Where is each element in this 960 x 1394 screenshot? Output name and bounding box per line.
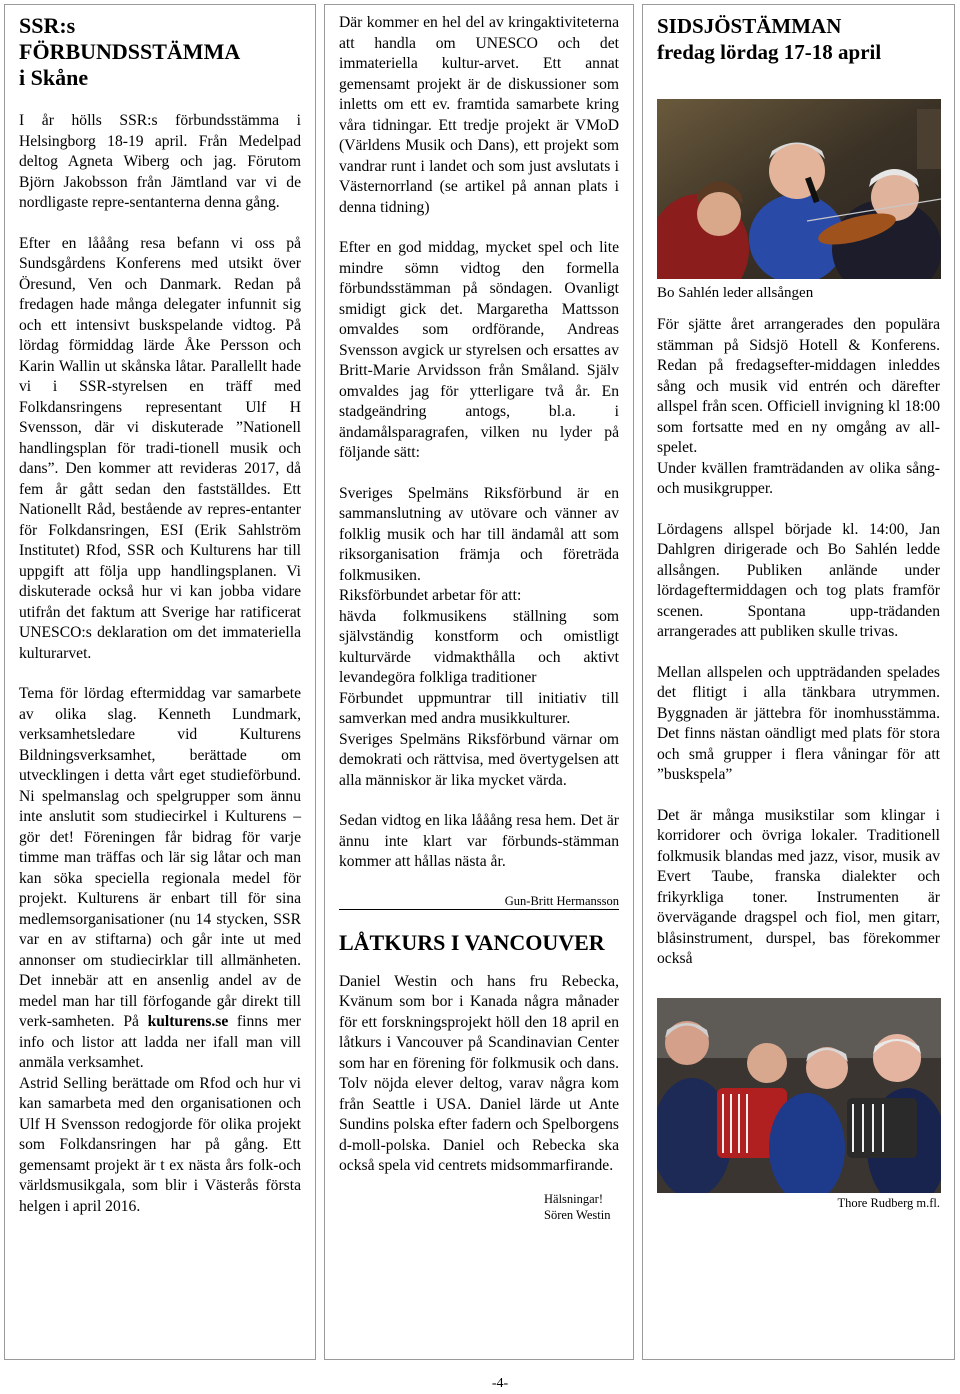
page-number: -4- [491,1376,509,1391]
paragraph: Efter en god middag, mycket spel och lite mindre sömn vidtog den formella förbundsstämman på söndagen. Ovanligt smidigt gick det. Margaretha Mattsson omvaldes som ordförande, Andreas Svensson avgick ur styrelsen och ersattes av Britt-Marie Arvidsson från Småland. Själv omvaldes jag för ytterligare två år. En stadgeändring antogs, bl.a. i ändamålsparagrafen, vilken nu lyder på följande sätt: [339,239,619,461]
greeting: Hälsningar! [544,1191,604,1206]
paragraph: Riksförbundet arbetar för att: [339,587,522,604]
author-signature: Gun-Britt Hermansson [504,893,619,908]
paragraph: Efter en lååång resa befann vi oss på Sundsgårdens Konferens med utsikt över Öresund, Ven och Danmark. Redan på fredagen hade många delegater infunnit sig och ett intensivt buskspelande vidtog. På lördag förmiddag lärde Åke Persson och Karin Wallin ut skånska låtar. Parallellt hade vi i SSR-styrelsen en träff med Folkdansringens representant Ulf H Svensson, där vi diskuterade ”Nationell handlingsplan för tradi-tionell musik och dans”. Den kommer att revideras 2017, då fem år gått sedan den fastställdes. Ett Nationellt Råd, bestående av repres-entanter för Folkdansringen, ESI (Erik Sahlström Institutet) Rfod, SSR och Kulturens har till uppgift att följa upp handlingsplanen. Vi diskuterade också hur vi kan jobba vidare utifrån det faktum att Sverige har ratificerat UNESCO:s deklaration om det immateriella kulturarvet. [19,234,301,662]
article-title [19,13,301,91]
title-line-1: SIDSJÖSTÄMMAN [657,14,842,38]
photo-credit: Thore Rudberg m.fl. [837,1195,940,1210]
paragraph: Där kommer en hel del av kringaktiviteterna att handla om UNESCO och det immateriella kultur-arvet. Ett annat gemensamt projekt är de diskussioner som inletts om ett ev. framtida samarbete kring våra tidningar. Ett tredje projekt är VMoD (Världens Musik och Dans), ett projekt som vandrar runt i landet och som just avslutats i Västernorrland (se artikel på annan plats i denna tidning) [339,14,619,216]
greeting-name: Sören Westin [544,1207,611,1222]
paragraph: För sjätte året arrangerades den populära stämman på Sidsjö Hotell & Konferens. Redan på fredagsefter-middagen inleddes sång och musik vid entrén och därefter allspel från scen. Officiell invigning kl 18:00 som fortsatte med en ny omgång av all-spelet. [657,316,940,456]
title-line-1: SSR:s FÖRBUNDSSTÄMMA [19,13,241,64]
photo-caption: Bo Sahlén leder allsången [657,285,814,301]
paragraph: Astrid Selling berättade om Rfod och hur vi kan samarbeta med den organisationen och Ulf H Svensson redogjorde för olika projekt som Folkdansringen har på gång. Ett gemensamt projekt är t ex nästa års folk-och världsmusikgala, som blir i Västerås första helgen i april 2016. [19,1074,301,1215]
title-line-2: i Skåne [19,65,89,90]
photo-image [657,99,941,279]
paragraph: Daniel Westin och hans fru Rebecka, Kvänum som bor i Kanada några månader för ett forskningsprojekt höll den 18 april en låtkurs i Vancouver på Scandinavian Center som har en förening för folkmusik och dans. Tolv nöjda elever deltog, varav några kom från Seattle i USA. Daniel lärde ut Ante Sundins polska efter fadern och Spelborgens d-moll-polska. Daniel och Rebecka ska också spela vid centrets midsommarfirande. [339,972,619,1174]
paragraph: Sveriges Spelmäns Riksförbund är en sammanslutning av utövare och vänner av folklig musik och har till ändamål att som riksorganisation främja och företräda folkmusiken. [339,484,619,584]
photo-singer-with-fiddlers [657,99,941,279]
paragraph: Sedan vidtog en lika lååång resa hem. Det är ännu inte klart var förbunds-stämman kommer att hållas nästa år. [339,812,619,870]
photo-musicians-group [657,998,941,1193]
paragraph: Mellan allspelen och uppträdanden spelades det flitigt i alla tänkbara utrymmen. Byggnaden är jättebra för inomhusstämma. Det finns nästan oändligt med plats för stora och små grupper i flera våningar för att ”buskspela” [657,663,940,783]
paragraph: Lördagens allspel började kl. 14:00, Jan Dahlgren dirigerade och Bo Sahlén ledde allsången. Publiken anlände under lördageftermiddagen och tog plats framför scenen. Spontana upp-trädanden arrangerades att publiken skulle trivas. [657,520,940,640]
paragraph: I år hölls SSR:s förbundsstämma i Helsingborg 18-19 april. Från Medelpad deltog Agneta Wiberg och jag. Förutom Björn Jakobsson från Jämtland var vi de nordligaste repre-sentanterna denna gång. [19,112,301,211]
paragraph: Det är många musikstilar som klingar i korridorer och övriga lokaler. Traditionell folkmusik blandas med jazz, visor, musik av Evert Taube, franska dialekter och frikyrkliga toner. Instrumenten är övervägande dragspel och fiol, men gitarr, blåsinstrument, durspel, bas förekommer också [657,806,940,967]
article-column-3 [642,4,955,1360]
paragraph: Förbundet uppmuntrar till initiativ till samverkan med andra musikkulturer. [339,689,619,727]
section-title: LÅTKURS I VANCOUVER [339,929,605,955]
paragraph: Sveriges Spelmäns Riksförbund värnar om demokrati och rättvisa, med övertygelsen att alla människor är lika mycket värda. [339,730,619,789]
website-link: kulturens.se [147,1013,229,1030]
article-column-2 [324,4,634,1360]
article-title [657,13,940,65]
divider [339,909,619,910]
title-line-2: fredag lördag 17-18 april [657,40,882,64]
paragraph [19,684,301,1074]
paragraph-text: Tema för lördag eftermiddag var samarbete av olika slag. Kenneth Lundmark, verksamhetsledare vid Kulturens Bildningsverksamhet, berättade om utvecklingen i detta vårt eget studieförbund. Ni spelmanslag och spelgrupper som ännu inte anslutit som studiecirkel i Kulturens – gör det! Föreningen får bidrag för varje timme man träffas och lär sig låtar och man kan söka speciella regionala medel för projekt. Kulturens är enbart till för sina medlemsorganisationer (nu 14 stycken, SSR var en av stiftarna) och går inte ut med annonser om studiecirklar till allmänheten. Det innebär att en ansenlig andel av de medel man har till förfogande går direkt till verk-samheten. På [19,685,301,1030]
paragraph-text: finns mer info och listor att ladda ner ifall man vill anmäla verksamhet. [19,1013,301,1071]
paragraph: Under kvällen framträdanden av olika sång- och musikgrupper. [657,459,940,497]
article-column-1 [4,4,316,1360]
photo-image [657,998,941,1193]
paragraph: hävda folkmusikens ställning som självständig konstform och omistligt kulturvärde vidmakthålla och aktivt levandegöra folkliga traditioner [339,607,619,686]
